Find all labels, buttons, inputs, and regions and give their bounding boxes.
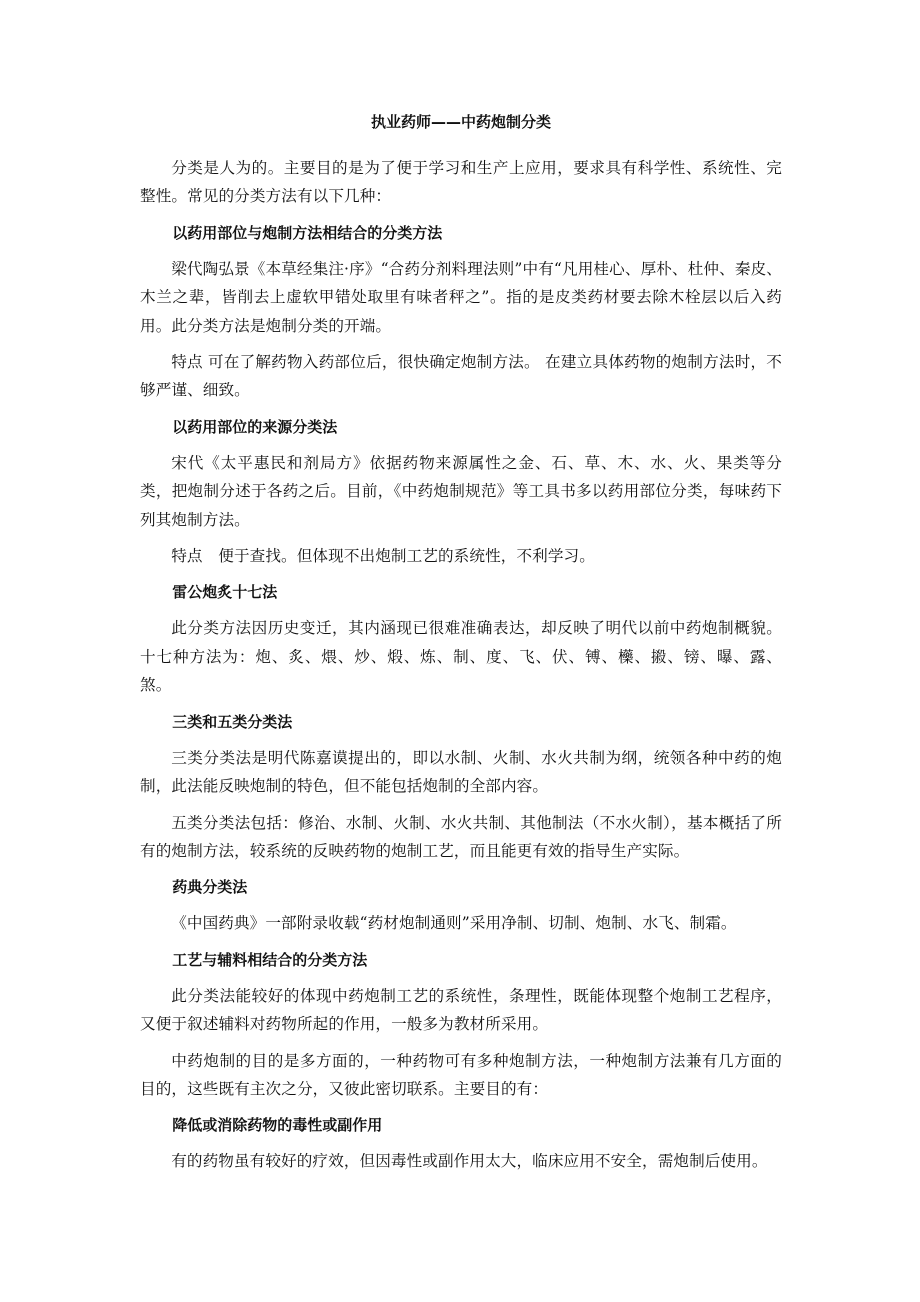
paragraph: 分类是人为的。主要目的是为了便于学习和生产上应用，要求具有科学性、系统性、完整性。常见的分类方法有以下几种： <box>140 159 782 206</box>
section-heading: 以药用部位与炮制方法相结合的分类方法 <box>172 223 443 242</box>
paragraph: 宋代《太平惠民和剂局方》依据药物来源属性之金、石、草、木、水、火、果类等分类，把炮制分述于各药之后。目前，《中药炮制规范》等工具书多以药用部位分类，每味药下列其炮制方法。 <box>140 453 782 529</box>
paragraph: 特点 便于查找。但体现不出炮制工艺的系统性，不利学习。 <box>171 547 595 566</box>
section-heading: 以药用部位的来源分类法 <box>172 417 338 436</box>
paragraph: 五类分类法包括：修治、水制、火制、水火共制、其他制法（不水火制），基本概括了所有的炮制方法，较系统的反映药物的炮制工艺，而且能更有效的指导生产实际。 <box>140 813 782 860</box>
paragraph: 此分类方法因历史变迁，其内涵现已很难准确表达，却反映了明代以前中药炮制概貌。十七种方法为：炮、炙、煨、炒、煅、炼、制、度、飞、伏、镈、㰛、摋、镑、曝、露、煞。 <box>140 619 782 695</box>
section-heading: 工艺与辅料相结合的分类方法 <box>172 950 368 969</box>
section-heading: 雷公炮炙十七法 <box>172 583 278 602</box>
paragraph: 中药炮制的目的是多方面的，一种药物可有多种炮制方法，一种炮制方法兼有几方面的目的，这些既有主次之分，又彼此密切联系。主要目的有： <box>140 1051 782 1098</box>
paragraph: 此分类法能较好的体现中药炮制工艺的系统性，条理性，既能体现整个炮制工艺程序，又便于叙述辅料对药物所起的作用，一般多为教材所采用。 <box>140 986 782 1034</box>
paragraph: 有的药物虽有较好的疗效，但因毒性或副作用太大，临床应用不安全，需炮制后使用。 <box>171 1152 768 1171</box>
section-heading: 降低或消除药物的毒性或副作用 <box>172 1116 383 1135</box>
paragraph: 三类分类法是明代陈嘉谟提出的，即以水制、火制、水火共制为纲，统领各种中药的炮制，此法能反映炮制的特色，但不能包括炮制的全部内容。 <box>140 748 782 796</box>
section-heading: 三类和五类分类法 <box>172 712 293 731</box>
paragraph: 特点 可在了解药物入药部位后，很快确定炮制方法。 在建立具体药物的炮制方法时，不够严谨、细致。 <box>140 353 782 400</box>
section-heading: 药典分类法 <box>172 878 248 897</box>
document-body <box>140 108 782 1184</box>
paragraph: 梁代陶弘景《本草经集注·序》“合药分剂料理法则”中有“凡用桂心、厚朴、杜仲、秦皮、木兰之辈，皆削去上虚软甲错处取里有味者秤之”。指的是皮类药材要去除木栓层以后入药用。此分类方法是炮制分类的开端。 <box>140 259 782 335</box>
paragraph: 《中国药典》一部附录收载“药材炮制通则”采用净制、切制、炮制、水飞、制霜。 <box>171 914 737 933</box>
document-title: 执业药师——中药炮制分类 <box>370 113 551 131</box>
